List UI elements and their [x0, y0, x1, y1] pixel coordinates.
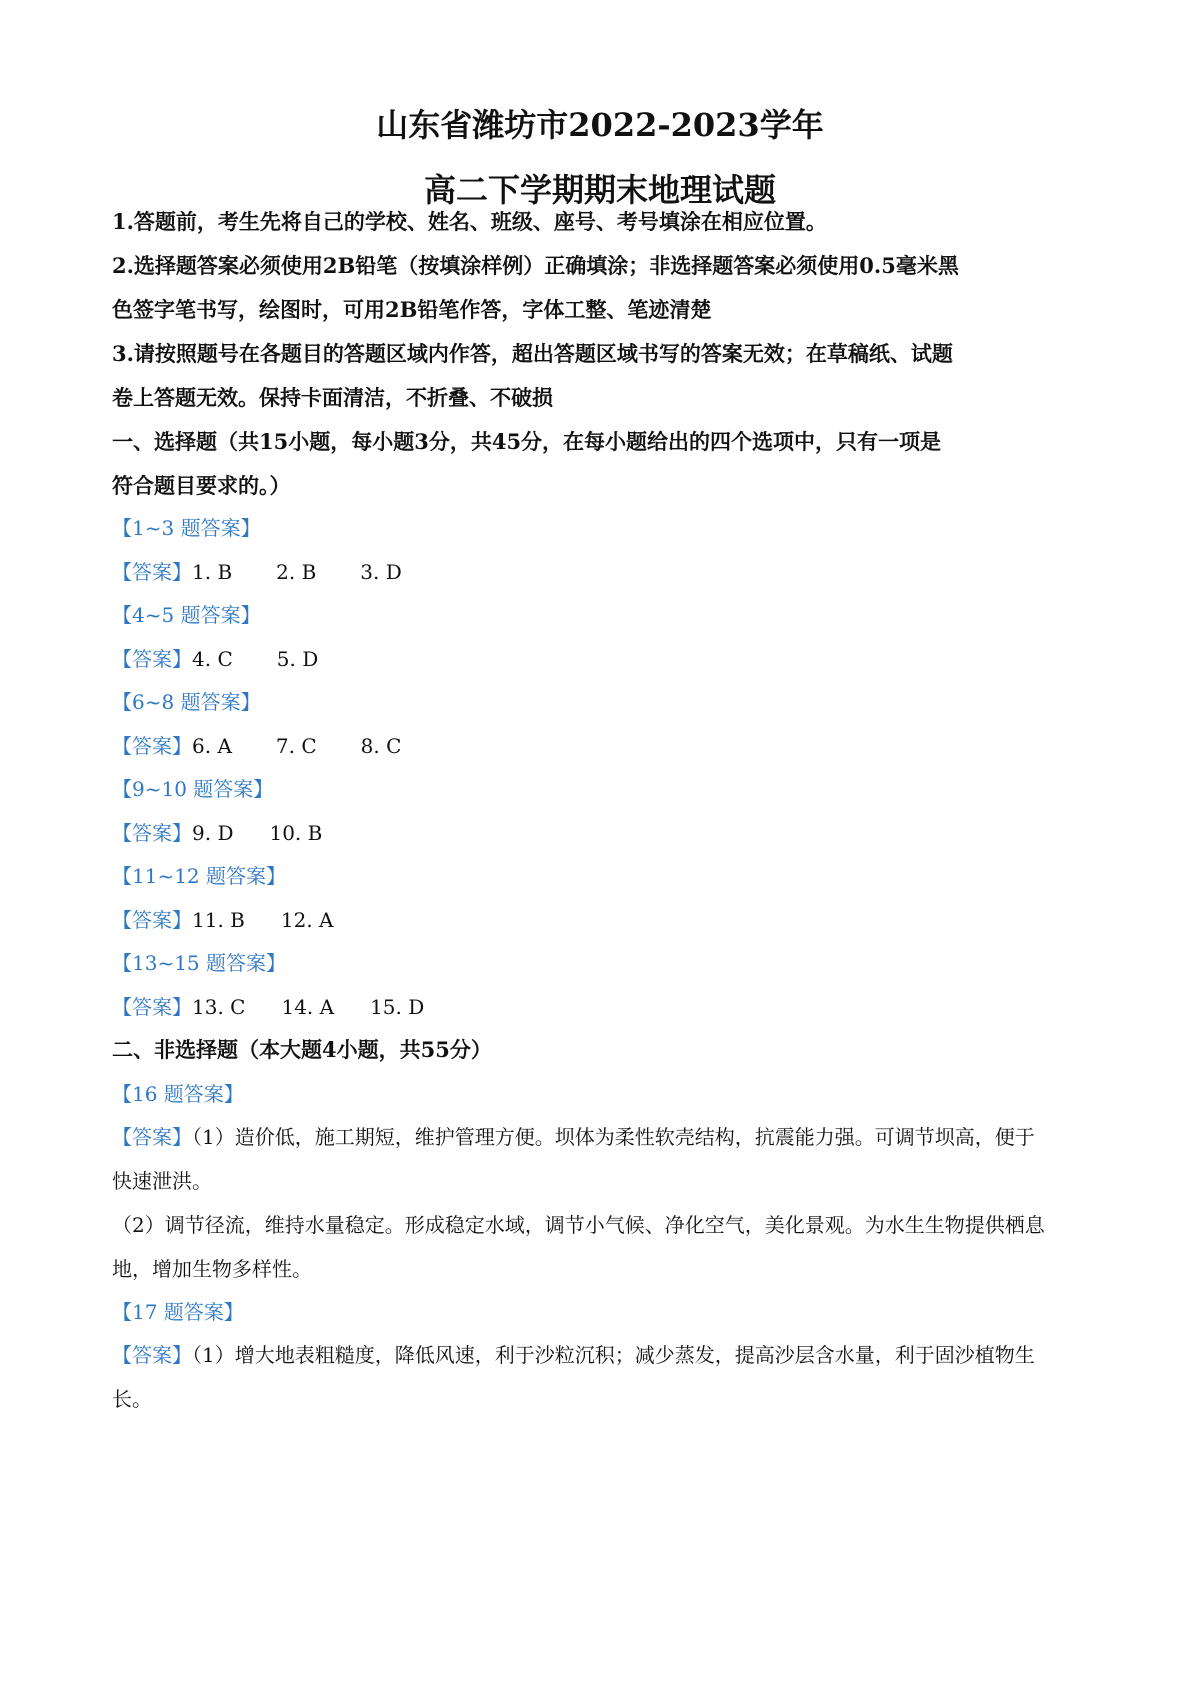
q16-answer-line1 [112, 1113, 1102, 1161]
answer-group-header: 【1~3 题答案】 [112, 516, 261, 540]
section2-heading: 二、非选择题（本大题4小题，共55分） [112, 1037, 492, 1062]
instruction-2-line2: 色签字笔书写，绘图时，可用2B铅笔作答，字体工整、笔迹清楚 [112, 297, 712, 322]
instruction-1: 1.答题前，考生先将自己的学校、姓名、班级、座号、考号填涂在相应位置。 [112, 209, 827, 234]
instruction-3-line1: 3.请按照题号在各题目的答题区域内作答，超出答题区域书写的答案无效；在草稿纸、试题 [112, 341, 953, 366]
answer-value: 8. C [360, 734, 402, 758]
answer-group-header: 【11~12 题答案】 [112, 864, 287, 888]
answer-row [112, 992, 424, 1022]
answer-tag: 【答案】 [112, 1125, 192, 1149]
answer-value: 15. D [370, 995, 425, 1019]
q16-answer-line2: 快速泄洪。 [112, 1169, 212, 1193]
answer-value: 1. B [192, 560, 233, 584]
answer-value: 5. D [276, 647, 319, 671]
section1-heading-line2: 符合题目要求的。） [112, 473, 291, 498]
answer-value: 3. D [360, 560, 402, 584]
q16-answer-p2-line1: （2）调节径流，维持水量稳定。形成稳定水域，调节小气候、净化空气，美化景观。为水生生物提供栖息 [112, 1213, 1045, 1237]
answer-group-header: 【9~10 题答案】 [112, 777, 274, 801]
answer-value: 11. B [192, 908, 245, 932]
answer-tag: 【答案】 [112, 821, 192, 845]
q16-answer-p2-line2: 地，增加生物多样性。 [112, 1257, 312, 1281]
answer-value: 10. B [269, 821, 323, 845]
answer-value: 4. C [192, 647, 233, 671]
answer-row [112, 557, 402, 587]
answer-value: 9. D [192, 821, 234, 845]
q17-text: （1）增大地表粗糙度，降低风速，利于沙粒沉积；减少蒸发，提高沙层含水量，利于固沙植物生 [192, 1343, 1035, 1367]
q17-answer-line1 [112, 1331, 1102, 1379]
q17-header: 【17 题答案】 [112, 1300, 244, 1324]
answer-tag: 【答案】 [112, 647, 192, 671]
answer-row [112, 731, 401, 761]
section1-heading-line1: 一、选择题（共15小题，每小题3分，共45分，在每小题给出的四个选项中，只有一项是 [112, 429, 942, 454]
answer-row [112, 818, 322, 848]
answer-row [112, 905, 333, 935]
q17-answer-line2: 长。 [112, 1387, 152, 1411]
answer-tag: 【答案】 [112, 995, 192, 1019]
answer-value: 7. C [275, 734, 317, 758]
answer-value: 14. A [281, 995, 335, 1019]
answer-value: 6. A [192, 734, 232, 758]
answer-group-header: 【4~5 题答案】 [112, 603, 261, 627]
answer-row [112, 644, 318, 674]
answer-tag: 【答案】 [112, 1343, 192, 1367]
answer-value: 12. A [280, 908, 334, 932]
document-title-line1: 山东省潍坊市2022-2023学年 [376, 106, 824, 144]
answer-tag: 【答案】 [112, 560, 192, 584]
instruction-3-line2: 卷上答题无效。保持卡面清洁，不折叠、不破损 [112, 385, 553, 410]
q16-text: （1）造价低，施工期短，维护管理方便。坝体为柔性软壳结构，抗震能力强。可调节坝高，便于 [192, 1125, 1035, 1149]
answer-value: 2. B [276, 560, 317, 584]
q16-header: 【16 题答案】 [112, 1082, 244, 1106]
instruction-2-line1: 2.选择题答案必须使用2B铅笔（按填涂样例）正确填涂；非选择题答案必须使用0.5毫米黑 [112, 253, 959, 278]
document-title-line2: 高二下学期期末地理试题 [423, 171, 776, 209]
answer-tag: 【答案】 [112, 908, 192, 932]
answer-group-header: 【6~8 题答案】 [112, 690, 261, 714]
answer-group-header: 【13~15 题答案】 [112, 951, 287, 975]
answer-tag: 【答案】 [112, 734, 192, 758]
answer-value: 13. C [192, 995, 246, 1019]
